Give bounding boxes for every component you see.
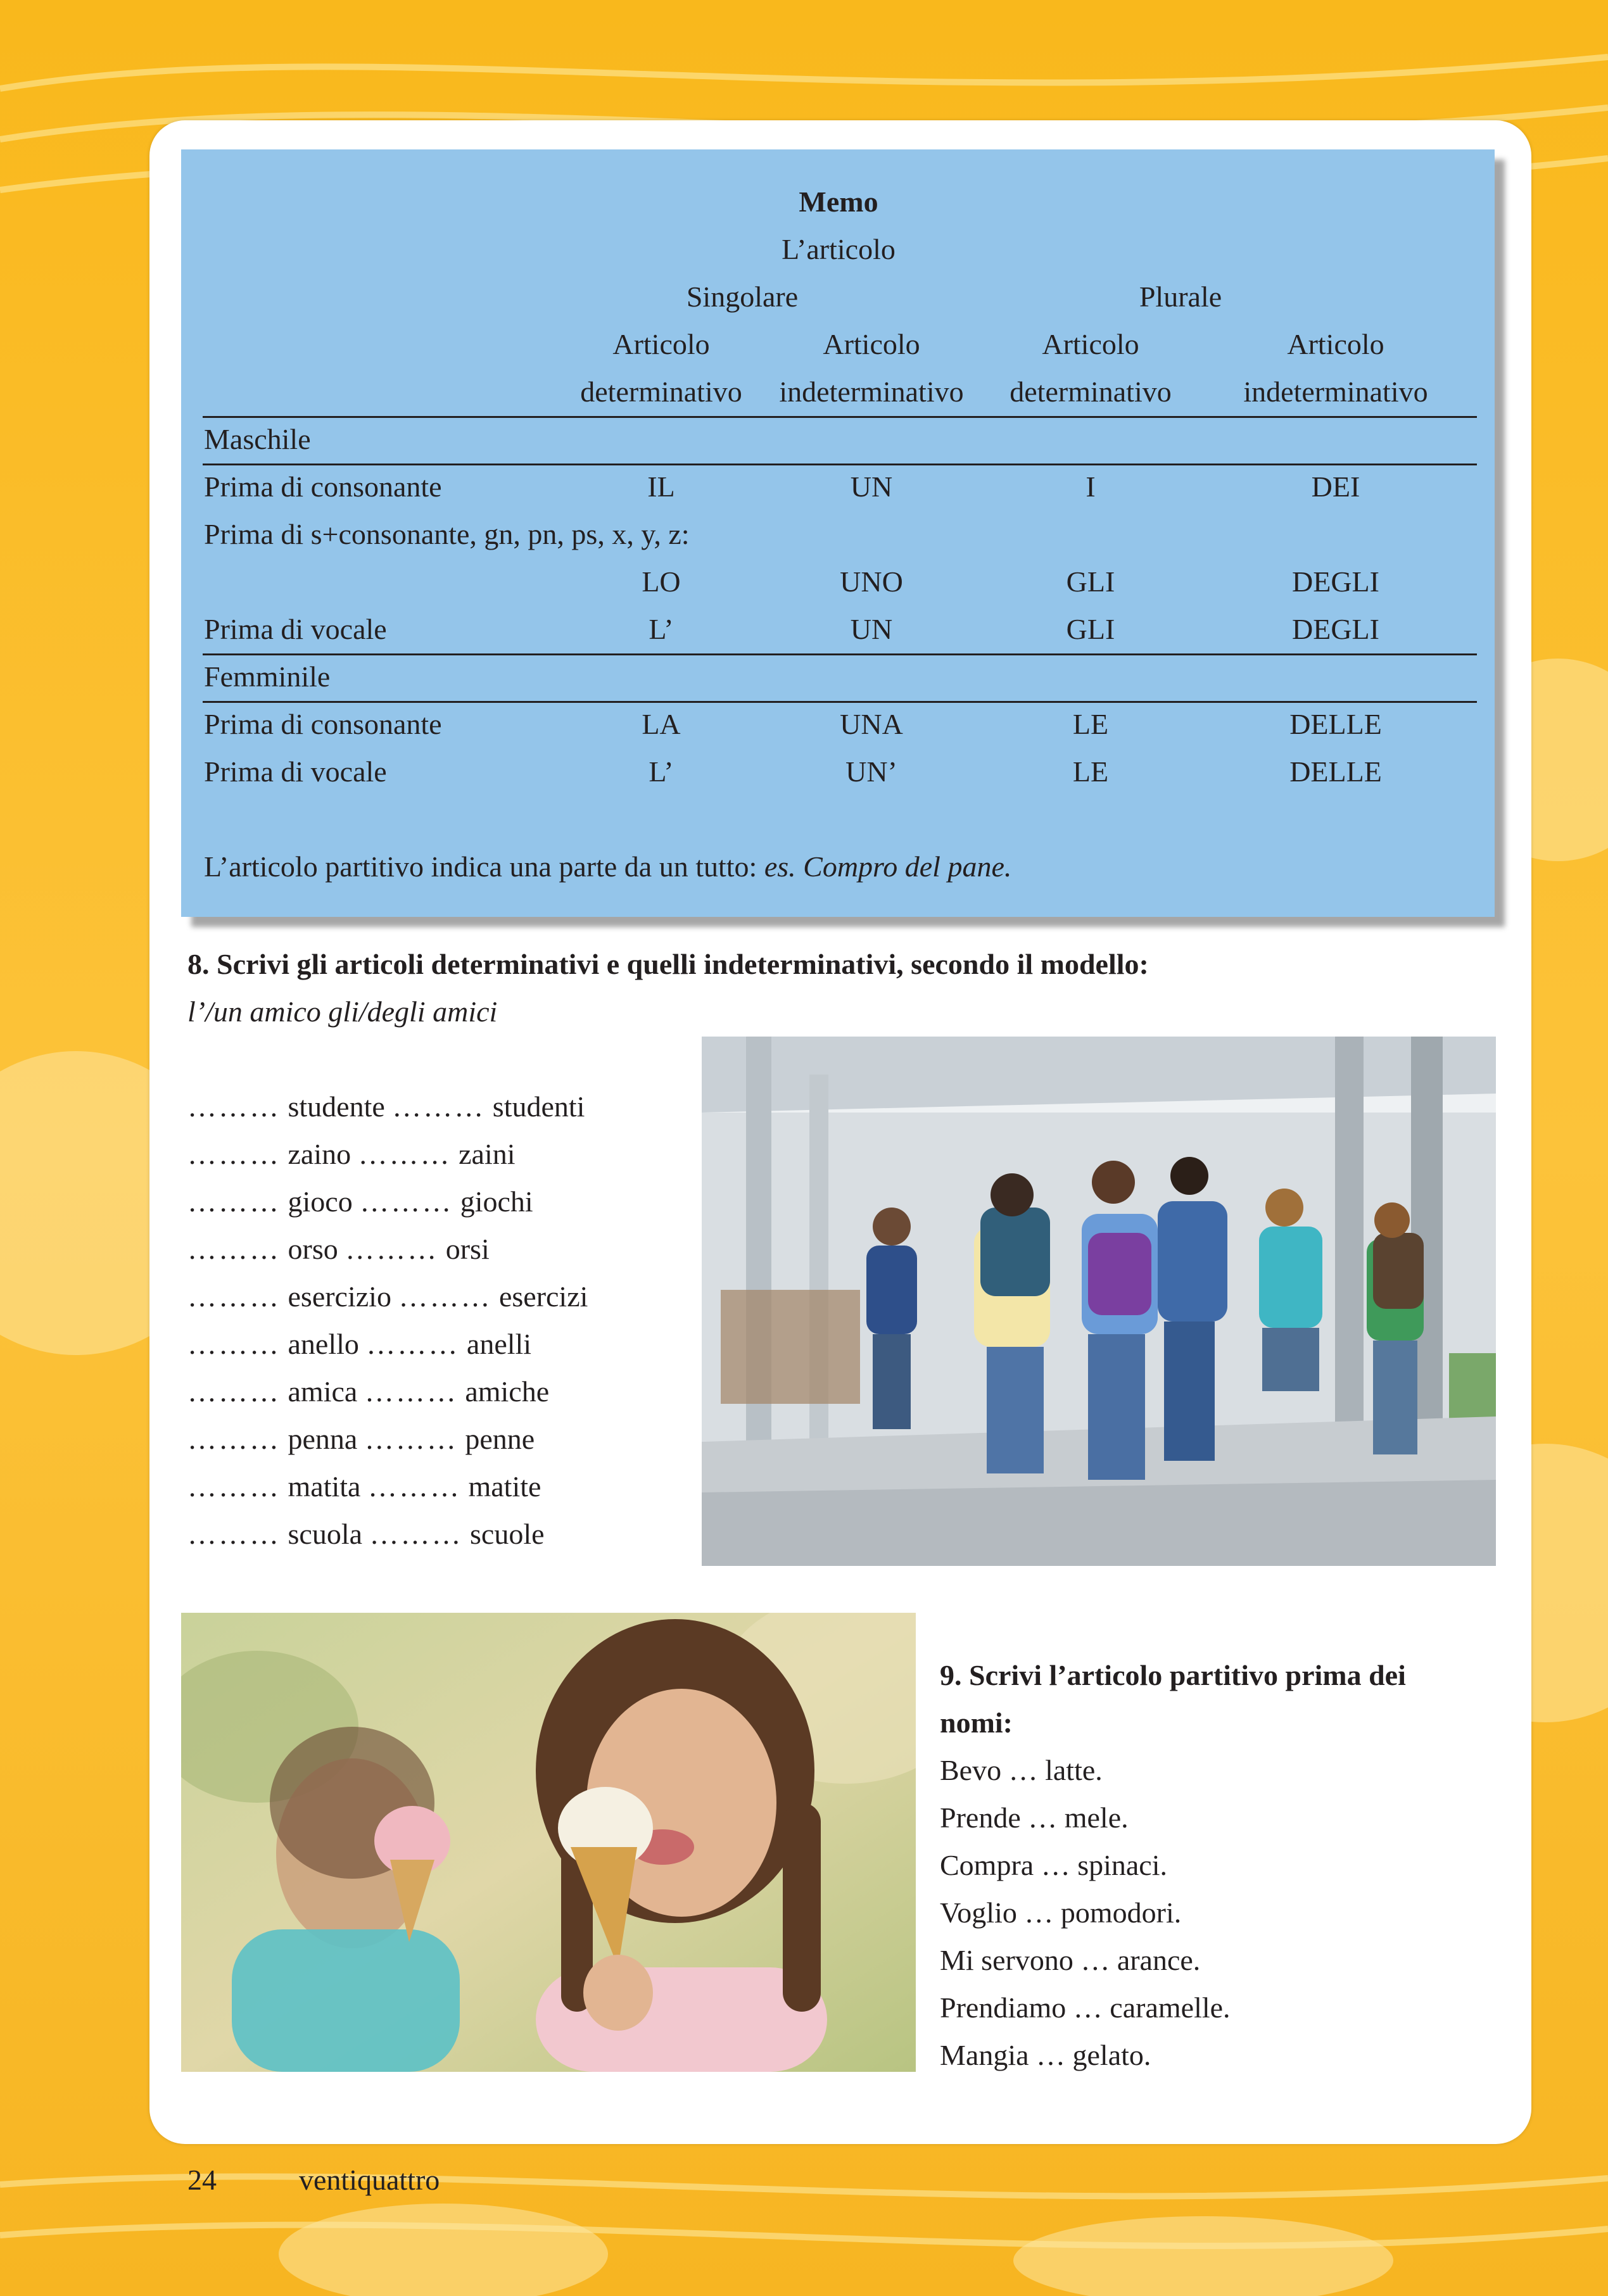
exercise8-item [187,1092,585,1121]
blank[interactable]: ……… [369,1518,463,1550]
table-cell: LO [642,565,681,598]
memo-note-example: es. Compro del pane. [764,850,1012,883]
exercise8-item [187,1472,541,1501]
item-singular: scuola [288,1518,363,1550]
blank[interactable]: ……… [345,1233,439,1265]
col-header-4-sub: indeterminativo [1243,375,1428,408]
row-label: Prima di consonante [204,708,442,740]
blank[interactable]: ……… [187,1470,281,1503]
item-plural: scuole [470,1518,545,1550]
table-cell: GLI [1066,613,1115,645]
table-cell: DEI [1311,470,1360,503]
row-label: Prima di vocale [204,755,387,788]
memo-subtitle: L’articolo [782,233,896,265]
exercise8-item [187,1520,545,1549]
blank[interactable]: ……… [187,1518,281,1550]
table-cell: LE [1072,755,1109,788]
exercise9-sentence: Voglio … pomodori. [940,1896,1182,1929]
row-label: Prima di vocale [204,613,387,645]
table-cell: IL [647,470,675,503]
col-header-1: Articolo [612,328,710,360]
item-singular: zaino [288,1138,351,1170]
memo-title: Memo [799,186,878,218]
blank[interactable]: ……… [364,1423,458,1455]
group-singolare: Singolare [686,281,799,313]
table-rule [203,464,1477,465]
item-plural: zaini [459,1138,516,1170]
exercise9-sentence: Prendiamo … caramelle. [940,1991,1231,2024]
table-rule [203,701,1477,703]
item-plural: penne [465,1423,535,1455]
table-cell: DEGLI [1292,613,1379,645]
blank[interactable]: ……… [187,1185,281,1218]
item-singular: matita [288,1470,361,1503]
exercise9-sentence: Mi servono … arance. [940,1944,1201,1976]
blank[interactable]: ……… [187,1090,281,1123]
item-plural: anelli [466,1328,532,1360]
table-rule [203,416,1477,418]
exercise8-model: l’/un amico gli/degli amici [187,995,498,1028]
exercise8-item [187,1282,588,1311]
col-header-2: Articolo [823,328,920,360]
section-maschile: Maschile [204,423,311,455]
item-singular: gioco [288,1185,353,1218]
memo-note-text: L’articolo partitivo indica una parte da un tutto: [204,850,764,883]
table-cell: L’ [649,755,674,788]
exercise9-sentence: Compra … spinaci. [940,1849,1167,1881]
exercise9-title: 9. Scrivi l’articolo partitivo prima dei [940,1659,1406,1691]
memo-note [204,852,1011,881]
blank[interactable]: ……… [398,1280,492,1313]
blank[interactable]: ……… [358,1138,452,1170]
table-cell: LA [642,708,681,740]
exercise9-sentence: Bevo … latte. [940,1754,1103,1786]
blank[interactable]: ……… [187,1280,281,1313]
section-femminile: Femminile [204,660,331,693]
table-cell: DEGLI [1292,565,1379,598]
col-header-3: Articolo [1042,328,1139,360]
group-plurale: Plurale [1139,281,1222,313]
item-plural: orsi [445,1233,490,1265]
item-singular: anello [288,1328,359,1360]
exercise9-title-line2: nomi: [940,1706,1013,1739]
exercise8-title: 8. Scrivi gli articoli determinativi e quelli indeterminativi, secondo il modello: [187,948,1149,980]
table-rule [203,653,1477,655]
table-cell: DELLE [1289,708,1382,740]
item-singular: penna [288,1423,358,1455]
row-label: Prima di consonante [204,470,442,503]
col-header-3-sub: determinativo [1010,375,1172,408]
table-cell: DELLE [1289,755,1382,788]
memo-box [181,149,1495,917]
item-plural: studenti [492,1090,585,1123]
item-singular: esercizio [288,1280,391,1313]
exercise8-item [187,1140,516,1169]
blank[interactable]: ……… [367,1470,461,1503]
table-cell: UN [850,613,893,645]
table-cell: UN [850,470,893,503]
exercise8-item [187,1330,531,1359]
item-plural: amiche [465,1375,550,1408]
table-cell: LE [1072,708,1109,740]
exercise9-sentence: Prende … mele. [940,1801,1129,1834]
photo-children-running [702,1037,1496,1566]
item-plural: matite [468,1470,541,1503]
item-plural: giochi [460,1185,533,1218]
row-label: Prima di s+consonante, gn, pn, ps, x, y, z: [204,518,690,550]
table-cell: GLI [1066,565,1115,598]
blank[interactable]: ……… [187,1138,281,1170]
blank[interactable]: ……… [392,1090,486,1123]
table-cell: UNO [840,565,903,598]
col-header-4: Articolo [1287,328,1384,360]
exercise8-item [187,1377,549,1406]
item-singular: orso [288,1233,338,1265]
item-singular: studente [288,1090,385,1123]
table-cell: I [1086,470,1096,503]
table-cell: UNA [840,708,903,740]
table-cell: UN’ [845,755,897,788]
blank[interactable]: ……… [366,1328,460,1360]
table-cell: L’ [649,613,674,645]
col-header-2-sub: indeterminativo [779,375,964,408]
col-header-1-sub: determinativo [580,375,742,408]
exercise9-sentence: Mangia … gelato. [940,2039,1151,2071]
blank[interactable]: ……… [187,1328,281,1360]
item-plural: esercizi [498,1280,588,1313]
page-number: 24 [187,2164,217,2196]
exercise8-item [187,1187,533,1216]
blank[interactable]: ……… [364,1375,458,1408]
blank[interactable]: ……… [187,1423,281,1455]
item-singular: amica [288,1375,358,1408]
page-number-word: ventiquattro [299,2164,440,2196]
blank[interactable]: ……… [187,1233,281,1265]
photo-girls-ice-cream [181,1613,916,2072]
blank[interactable]: ……… [360,1185,453,1218]
exercise8-item [187,1235,490,1264]
blank[interactable]: ……… [187,1375,281,1408]
exercise8-item [187,1425,535,1454]
